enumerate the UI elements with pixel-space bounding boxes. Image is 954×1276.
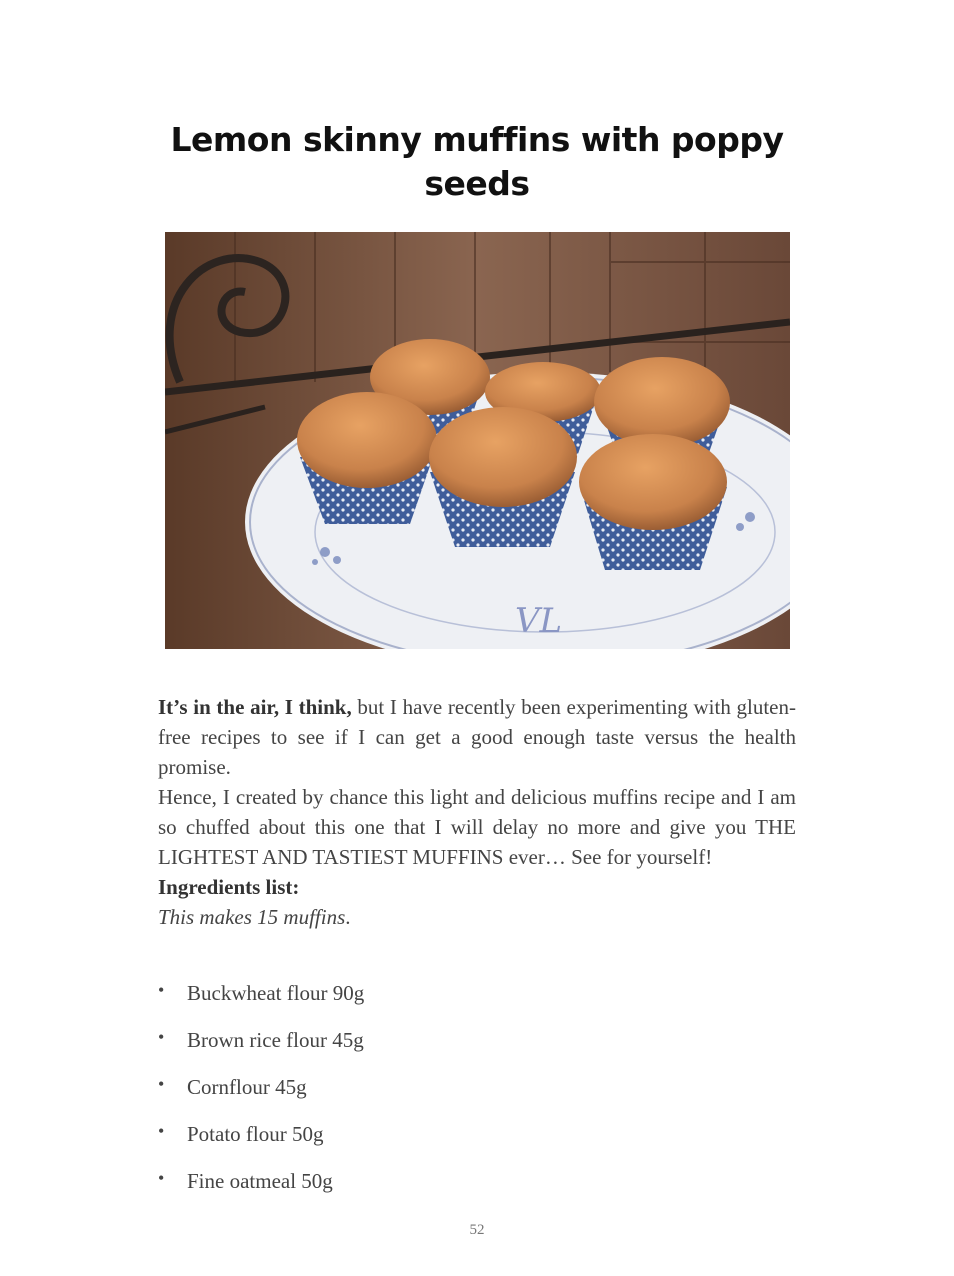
bullet-icon: • bbox=[158, 1027, 165, 1047]
list-item bbox=[158, 978, 798, 1025]
yield-italic: This makes 15 muffins bbox=[158, 905, 346, 929]
muffins-photo bbox=[165, 232, 790, 649]
ingredient-text: Buckwheat flour 90g bbox=[187, 981, 365, 1005]
list-item bbox=[158, 1119, 798, 1166]
list-item bbox=[158, 1072, 798, 1119]
ingredient-text: Fine oatmeal 50g bbox=[187, 1169, 333, 1193]
ingredient-text: Cornflour 45g bbox=[187, 1075, 307, 1099]
ingredients-heading-text: Ingredients list: bbox=[158, 875, 300, 899]
ingredients-list bbox=[158, 978, 798, 1213]
list-item bbox=[158, 1025, 798, 1072]
ingredients-heading bbox=[158, 872, 796, 902]
recipe-title: Lemon skinny muffins with poppy seeds bbox=[170, 120, 784, 203]
bullet-icon: • bbox=[158, 1121, 165, 1141]
ingredient-text: Brown rice flour 45g bbox=[187, 1028, 364, 1052]
bullet-icon: • bbox=[158, 1168, 165, 1188]
ingredient-text: Potato flour 50g bbox=[187, 1122, 324, 1146]
intro-paragraph bbox=[158, 692, 796, 782]
yield-suffix: . bbox=[345, 905, 351, 929]
recipe-intro bbox=[158, 692, 796, 932]
list-item bbox=[158, 1166, 798, 1213]
bullet-icon: • bbox=[158, 1074, 165, 1094]
yield-line bbox=[158, 902, 796, 932]
svg-text:VL: VL bbox=[515, 601, 563, 641]
page-number: 52 bbox=[469, 1222, 485, 1238]
second-paragraph: Hence, I created by chance this light and delicious muffins recipe and I am so chuffed about this one that I will delay no more and give you THE LIGHTEST AND TASTIEST MUFFINS ever… See for yourself! bbox=[158, 785, 796, 869]
intro-text: but I have recently been experimenting with gluten-free recipes to see if I can get a good enough taste versus the health promise. bbox=[158, 695, 796, 779]
bullet-icon: • bbox=[158, 980, 165, 1000]
intro-bold-lead: It’s in the air, I think, bbox=[158, 695, 352, 719]
